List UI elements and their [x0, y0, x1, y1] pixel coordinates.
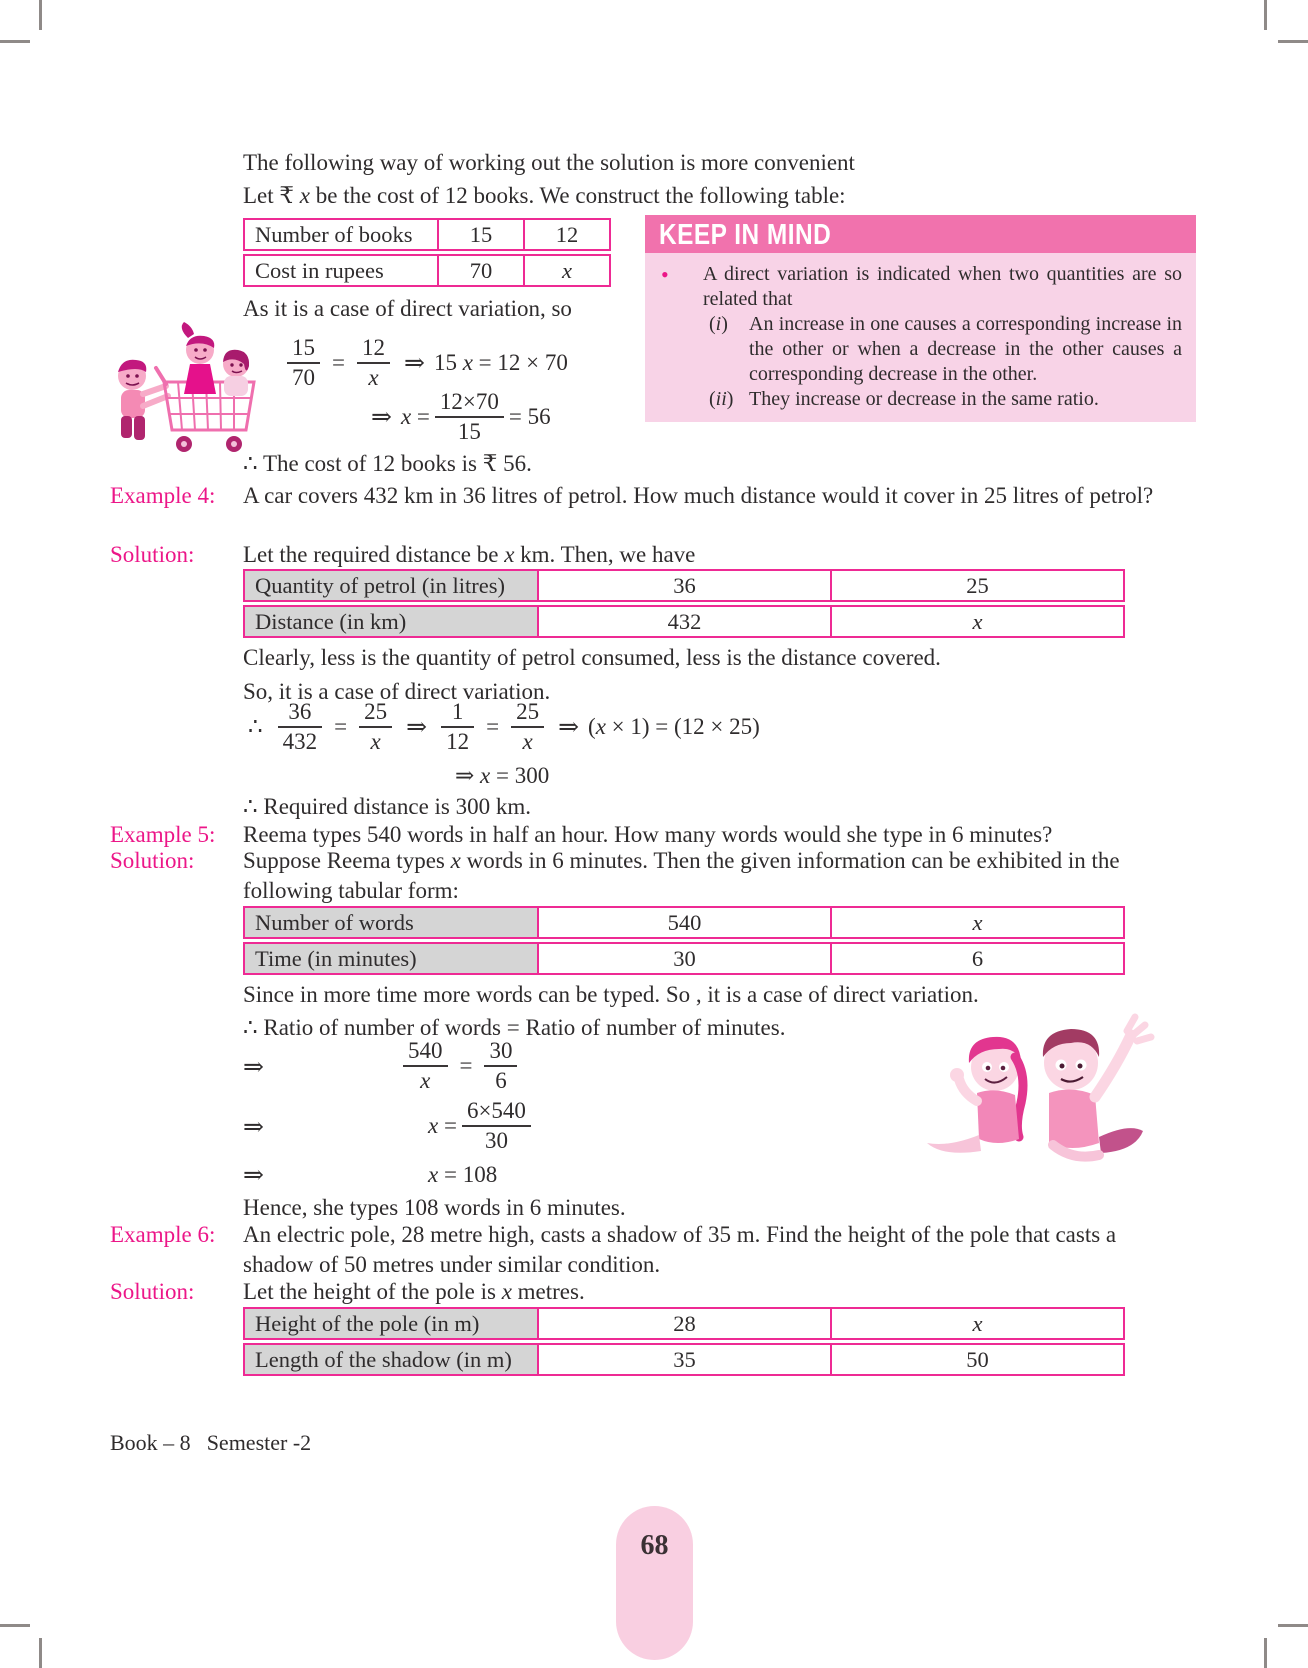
bullet-icon: •	[661, 262, 669, 287]
example-6-row	[110, 1220, 1168, 1280]
fraction: $\frac{540}{x}$	[403, 1038, 448, 1094]
table-cell: 36	[537, 571, 830, 600]
table-row	[243, 254, 611, 287]
table-cell: 50	[830, 1345, 1123, 1374]
crop-mark	[1278, 40, 1308, 43]
math-expression: (x × 1) = (12 × 25)	[588, 714, 760, 739]
table-cell: Height of the pole (in m)	[245, 1309, 537, 1338]
table-cell: Cost in rupees	[255, 258, 384, 283]
math-words-row-1	[243, 1038, 743, 1096]
two-kids-sitting-illustration	[903, 1005, 1165, 1167]
intro-line-1: The following way of working out the solution is more convenient	[243, 150, 855, 175]
table-cell: 540	[537, 908, 830, 937]
fraction: $\frac{15}{70}$	[287, 335, 320, 391]
implies-arrow: ⇒	[558, 714, 580, 741]
table-cell: 30	[537, 944, 830, 973]
table-row	[243, 218, 611, 251]
hence-line: Hence, she types 108 words in 6 minutes.	[243, 1195, 626, 1220]
math-line	[248, 699, 760, 755]
keep-item-ii-text: They increase or decrease in the same ratio.	[749, 388, 1099, 410]
crop-mark	[0, 1624, 30, 1627]
table-cell: Quantity of petrol (in litres)	[245, 571, 537, 600]
table-cell: 25	[830, 571, 1123, 600]
math-expression: = 56	[508, 404, 551, 429]
table-row	[243, 1343, 1125, 1376]
solution-5-label: Solution:	[110, 848, 195, 873]
crop-mark	[1264, 1638, 1267, 1668]
table-cell: x	[830, 908, 1123, 937]
so-case-line: So, it is a case of direct variation.	[243, 679, 551, 704]
implies-arrow: ⇒	[403, 350, 425, 377]
implies-arrow: ⇒	[406, 714, 428, 741]
solution-6-text: Let the height of the pole is x metres.	[243, 1279, 585, 1304]
math-line	[428, 1098, 536, 1154]
math-words-row-3	[243, 1160, 743, 1190]
keep-item-i-label: (i)	[709, 313, 728, 335]
implies-arrow: ⇒	[243, 1162, 264, 1189]
implies-arrow: ⇒	[371, 404, 392, 431]
table-cell: x	[830, 1309, 1123, 1338]
table-row	[243, 906, 1125, 939]
keep-item-i-text: An increase in one causes a corresponding increase in the other or when a decrease in the other causes a corresponding decrease in the other.	[749, 313, 1182, 385]
table-cell: Length of the shadow (in m)	[245, 1345, 537, 1374]
table-row	[243, 942, 1125, 975]
therefore-symbol: ∴	[248, 714, 263, 739]
example-5-question: Reema types 540 words in half an hour. How many words would she type in 6 minutes?	[243, 822, 1053, 847]
table-cell: x	[830, 607, 1123, 636]
crop-mark	[1264, 0, 1267, 30]
table-cell: Number of books	[255, 222, 413, 247]
math-expression: x =	[428, 1113, 457, 1138]
implies-arrow: ⇒	[243, 1114, 264, 1141]
since-line: Since in more time more words can be typed. So , it is a case of direct variation.	[243, 982, 979, 1007]
books-cost-table	[243, 218, 611, 287]
keep-in-mind-header	[645, 215, 1196, 253]
words-time-table	[243, 906, 1125, 975]
example-5-label: Example 5:	[110, 822, 216, 847]
footer-semester-label: Semester -2	[206, 1430, 312, 1455]
fraction: $\frac{30}{6}$	[484, 1038, 517, 1094]
page-number-pill	[616, 1506, 693, 1660]
example-4-row	[110, 481, 1168, 511]
fraction: $\frac{36}{432}$	[278, 699, 323, 755]
table-cell: x	[523, 256, 609, 285]
page-number: 68	[640, 1530, 669, 1561]
intro-line-2: Let ₹ x be the cost of 12 books. We construct the following table:	[243, 183, 846, 208]
math-line	[282, 335, 568, 391]
kids-shopping-cart-illustration	[96, 316, 268, 456]
solution-4-row	[110, 540, 1168, 570]
fraction: $\frac{1}{12}$	[441, 699, 474, 755]
crop-mark	[39, 0, 42, 30]
math-expression: x = 108	[428, 1162, 498, 1187]
example-6-question: An electric pole, 28 metre high, casts a shadow of 35 m. Find the height of the pole that casts a shadow of 50 metres under similar condition.	[243, 1222, 1117, 1277]
table-cell: Number of words	[245, 908, 537, 937]
solution-5-row	[110, 846, 1168, 906]
table-cell: 28	[537, 1309, 830, 1338]
example-4-label: Example 4:	[110, 483, 216, 508]
solution-6-row	[110, 1277, 1168, 1307]
table-cell: 70	[437, 256, 523, 285]
cost-result-line: ∴ The cost of 12 books is ₹ 56.	[243, 451, 532, 476]
table-cell: 432	[537, 607, 830, 636]
keep-item-ii-label: (ii)	[709, 388, 734, 410]
pole-shadow-table	[243, 1307, 1125, 1376]
page-footer	[110, 1430, 311, 1456]
math-expression: x =	[400, 404, 430, 429]
table-cell: 12	[523, 220, 609, 249]
math-operator: =	[486, 714, 500, 739]
ratio-line: ∴ Ratio of number of words = Ratio of number of minutes.	[243, 1015, 786, 1040]
table-cell: Time (in minutes)	[245, 944, 537, 973]
table-cell: 35	[537, 1345, 830, 1374]
math-line	[362, 389, 568, 445]
crop-mark	[0, 40, 30, 43]
fraction: $\frac{12\times 70}{15}$	[435, 389, 504, 445]
table-cell: 6	[830, 944, 1123, 973]
table-row	[243, 569, 1125, 602]
keep-item-ii	[709, 387, 1182, 412]
example-6-label: Example 6:	[110, 1222, 216, 1247]
crop-mark	[1278, 1624, 1308, 1627]
table-row	[243, 605, 1125, 638]
math-block-books	[282, 335, 568, 445]
math-block-petrol	[248, 699, 760, 755]
clearly-line: Clearly, less is the quantity of petrol consumed, less is the distance covered.	[243, 645, 941, 670]
footer-book-label: Book – 8	[110, 1430, 191, 1455]
fraction: $\frac{12}{x}$	[357, 335, 390, 391]
math-x-300: ⇒ x = 300	[455, 763, 550, 788]
math-operator: =	[332, 350, 345, 375]
as-case-line: As it is a case of direct variation, so	[243, 296, 572, 321]
table-cell: Distance (in km)	[245, 607, 537, 636]
example-4-question: A car covers 432 km in 36 litres of petrol. How much distance would it cover in 25 litres of petrol?	[243, 483, 1154, 508]
keep-in-mind-title: KEEP IN MIND	[659, 216, 832, 251]
solution-4-text: Let the required distance be x km. Then, we have	[243, 542, 696, 567]
implies-arrow: ⇒	[243, 1054, 264, 1081]
keep-intro-text: A direct variation is indicated when two quantities are so related that	[703, 263, 1182, 310]
math-operator: =	[334, 714, 348, 739]
math-expression: 15 x = 12 × 70	[433, 350, 568, 375]
math-line	[398, 1038, 522, 1094]
solution-5-text: Suppose Reema types x words in 6 minutes. Then the given information can be exhibited in the following tabular form:	[243, 848, 1120, 903]
fraction: $\frac{6\times 540}{30}$	[462, 1098, 531, 1154]
solution-4-label: Solution:	[110, 542, 195, 567]
petrol-distance-table	[243, 569, 1125, 638]
solution-6-label: Solution:	[110, 1279, 195, 1304]
crop-mark	[39, 1638, 42, 1668]
table-row	[243, 1307, 1125, 1340]
math-words-row-2	[243, 1098, 743, 1156]
fraction: $\frac{25}{x}$	[511, 699, 544, 755]
required-distance-line: ∴ Required distance is 300 km.	[243, 794, 532, 819]
math-operator: =	[459, 1053, 473, 1078]
table-cell: 15	[437, 220, 523, 249]
fraction: $\frac{25}{x}$	[359, 699, 392, 755]
keep-in-mind-body	[645, 253, 1196, 422]
